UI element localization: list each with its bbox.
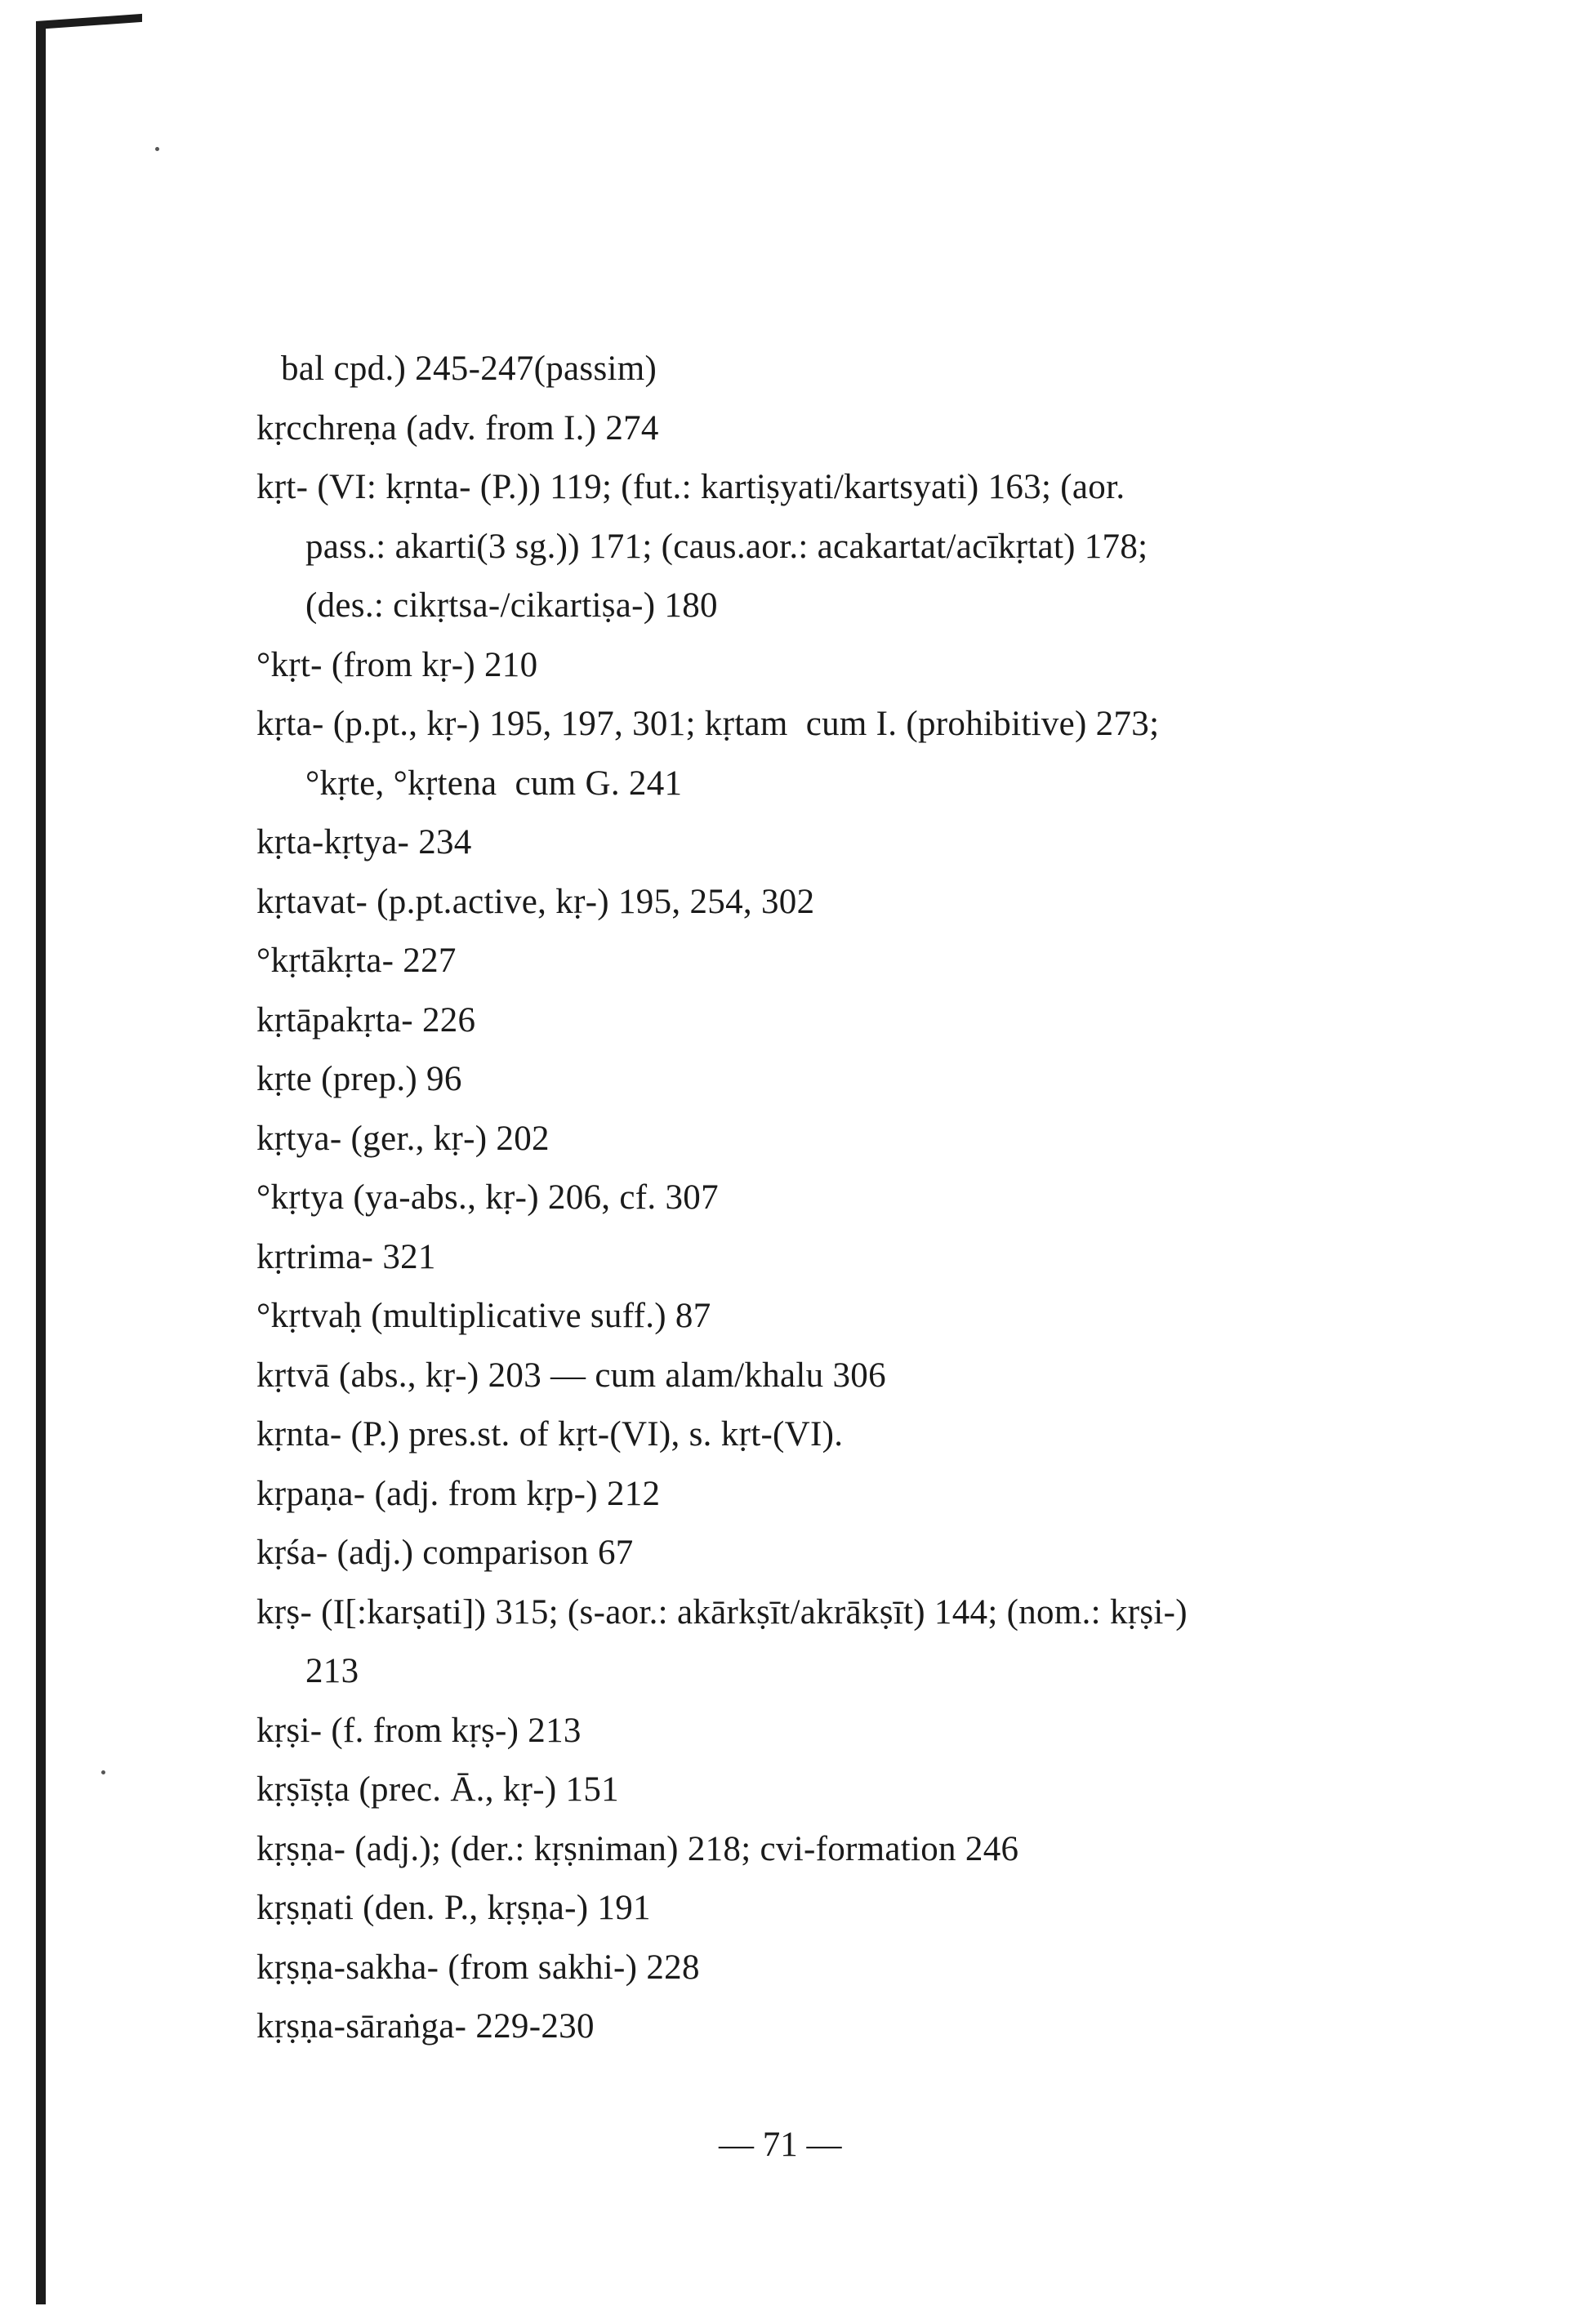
index-line: °kṛtya (ya-abs., kṛ-) 206, cf. 307 — [256, 1178, 719, 1217]
index-line: kṛśa- (adj.) comparison 67 — [256, 1534, 634, 1572]
index-line: kṛta-kṛtya- 234 — [256, 823, 472, 861]
index-line: kṛṣi- (f. from kṛṣ-) 213 — [256, 1711, 582, 1750]
index-line: kṛtvā (abs., kṛ-) 203 — cum alam/khalu 306 — [256, 1356, 886, 1395]
scan-edge-left — [36, 21, 46, 2304]
index-line-continuation: (des.: cikṛtsa-/cikartiṣa-) 180 — [305, 586, 718, 625]
scan-edge-top — [36, 14, 142, 29]
index-line: kṛt- (VI: kṛnta- (P.)) 119; (fut.: kartiṣyati/kartsyati) 163; (aor. — [256, 468, 1125, 506]
index-line: kṛtavat- (p.pt.active, kṛ-) 195, 254, 302 — [256, 882, 815, 921]
index-line: kṛnta- (P.) pres.st. of kṛt-(VI), s. kṛt-(VI). — [256, 1415, 844, 1454]
index-line: kṛpaṇa- (adj. from kṛp-) 212 — [256, 1474, 661, 1513]
index-line: bal cpd.) 245-247(passim) — [281, 349, 657, 388]
index-line: °kṛt- (from kṛ-) 210 — [256, 645, 538, 684]
index-line-continuation: pass.: akarti(3 sg.)) 171; (caus.aor.: acakartat/acīkṛtat) 178; — [305, 527, 1148, 566]
scan-speck — [101, 1770, 105, 1774]
index-line: °kṛtākṛta- 227 — [256, 942, 457, 980]
index-line: kṛṣṇa-sāraṅga- 229-230 — [256, 2007, 595, 2046]
scan-speck — [155, 147, 159, 151]
index-line: kṛta- (p.pt., kṛ-) 195, 197, 301; kṛtam cum I. (prohibitive) 273; — [256, 705, 1160, 743]
page-number: — 71 — — [719, 2126, 842, 2164]
index-line-continuation: °kṛte, °kṛtena cum G. 241 — [305, 764, 683, 803]
index-line: kṛtya- (ger., kṛ-) 202 — [256, 1119, 550, 1158]
index-entries — [256, 340, 1400, 2057]
index-line: kṛṣ- (I[:karṣati]) 315; (s-aor.: akārkṣīt/akrākṣīt) 144; (nom.: kṛṣi-) — [256, 1592, 1188, 1632]
index-line-continuation: 213 — [305, 1652, 359, 1690]
index-line: kṛṣīṣṭa (prec. Ā., kṛ-) 151 — [256, 1770, 619, 1809]
index-line: kṛṣṇa-sakha- (from sakhi-) 228 — [256, 1948, 700, 1987]
index-line: kṛcchreṇa (adv. from I.) 274 — [256, 408, 659, 447]
index-line: kṛṣṇati (den. P., kṛṣṇa-) 191 — [256, 1889, 651, 1927]
index-line: kṛtrima- 321 — [256, 1237, 436, 1276]
index-line: kṛte (prep.) 96 — [256, 1060, 462, 1098]
index-line: kṛtāpakṛta- 226 — [256, 1000, 476, 1040]
index-line: °kṛtvaḥ (multiplicative suff.) 87 — [256, 1297, 711, 1335]
index-line: kṛṣṇa- (adj.); (der.: kṛṣniman) 218; cvi-formation 246 — [256, 1829, 1019, 1868]
